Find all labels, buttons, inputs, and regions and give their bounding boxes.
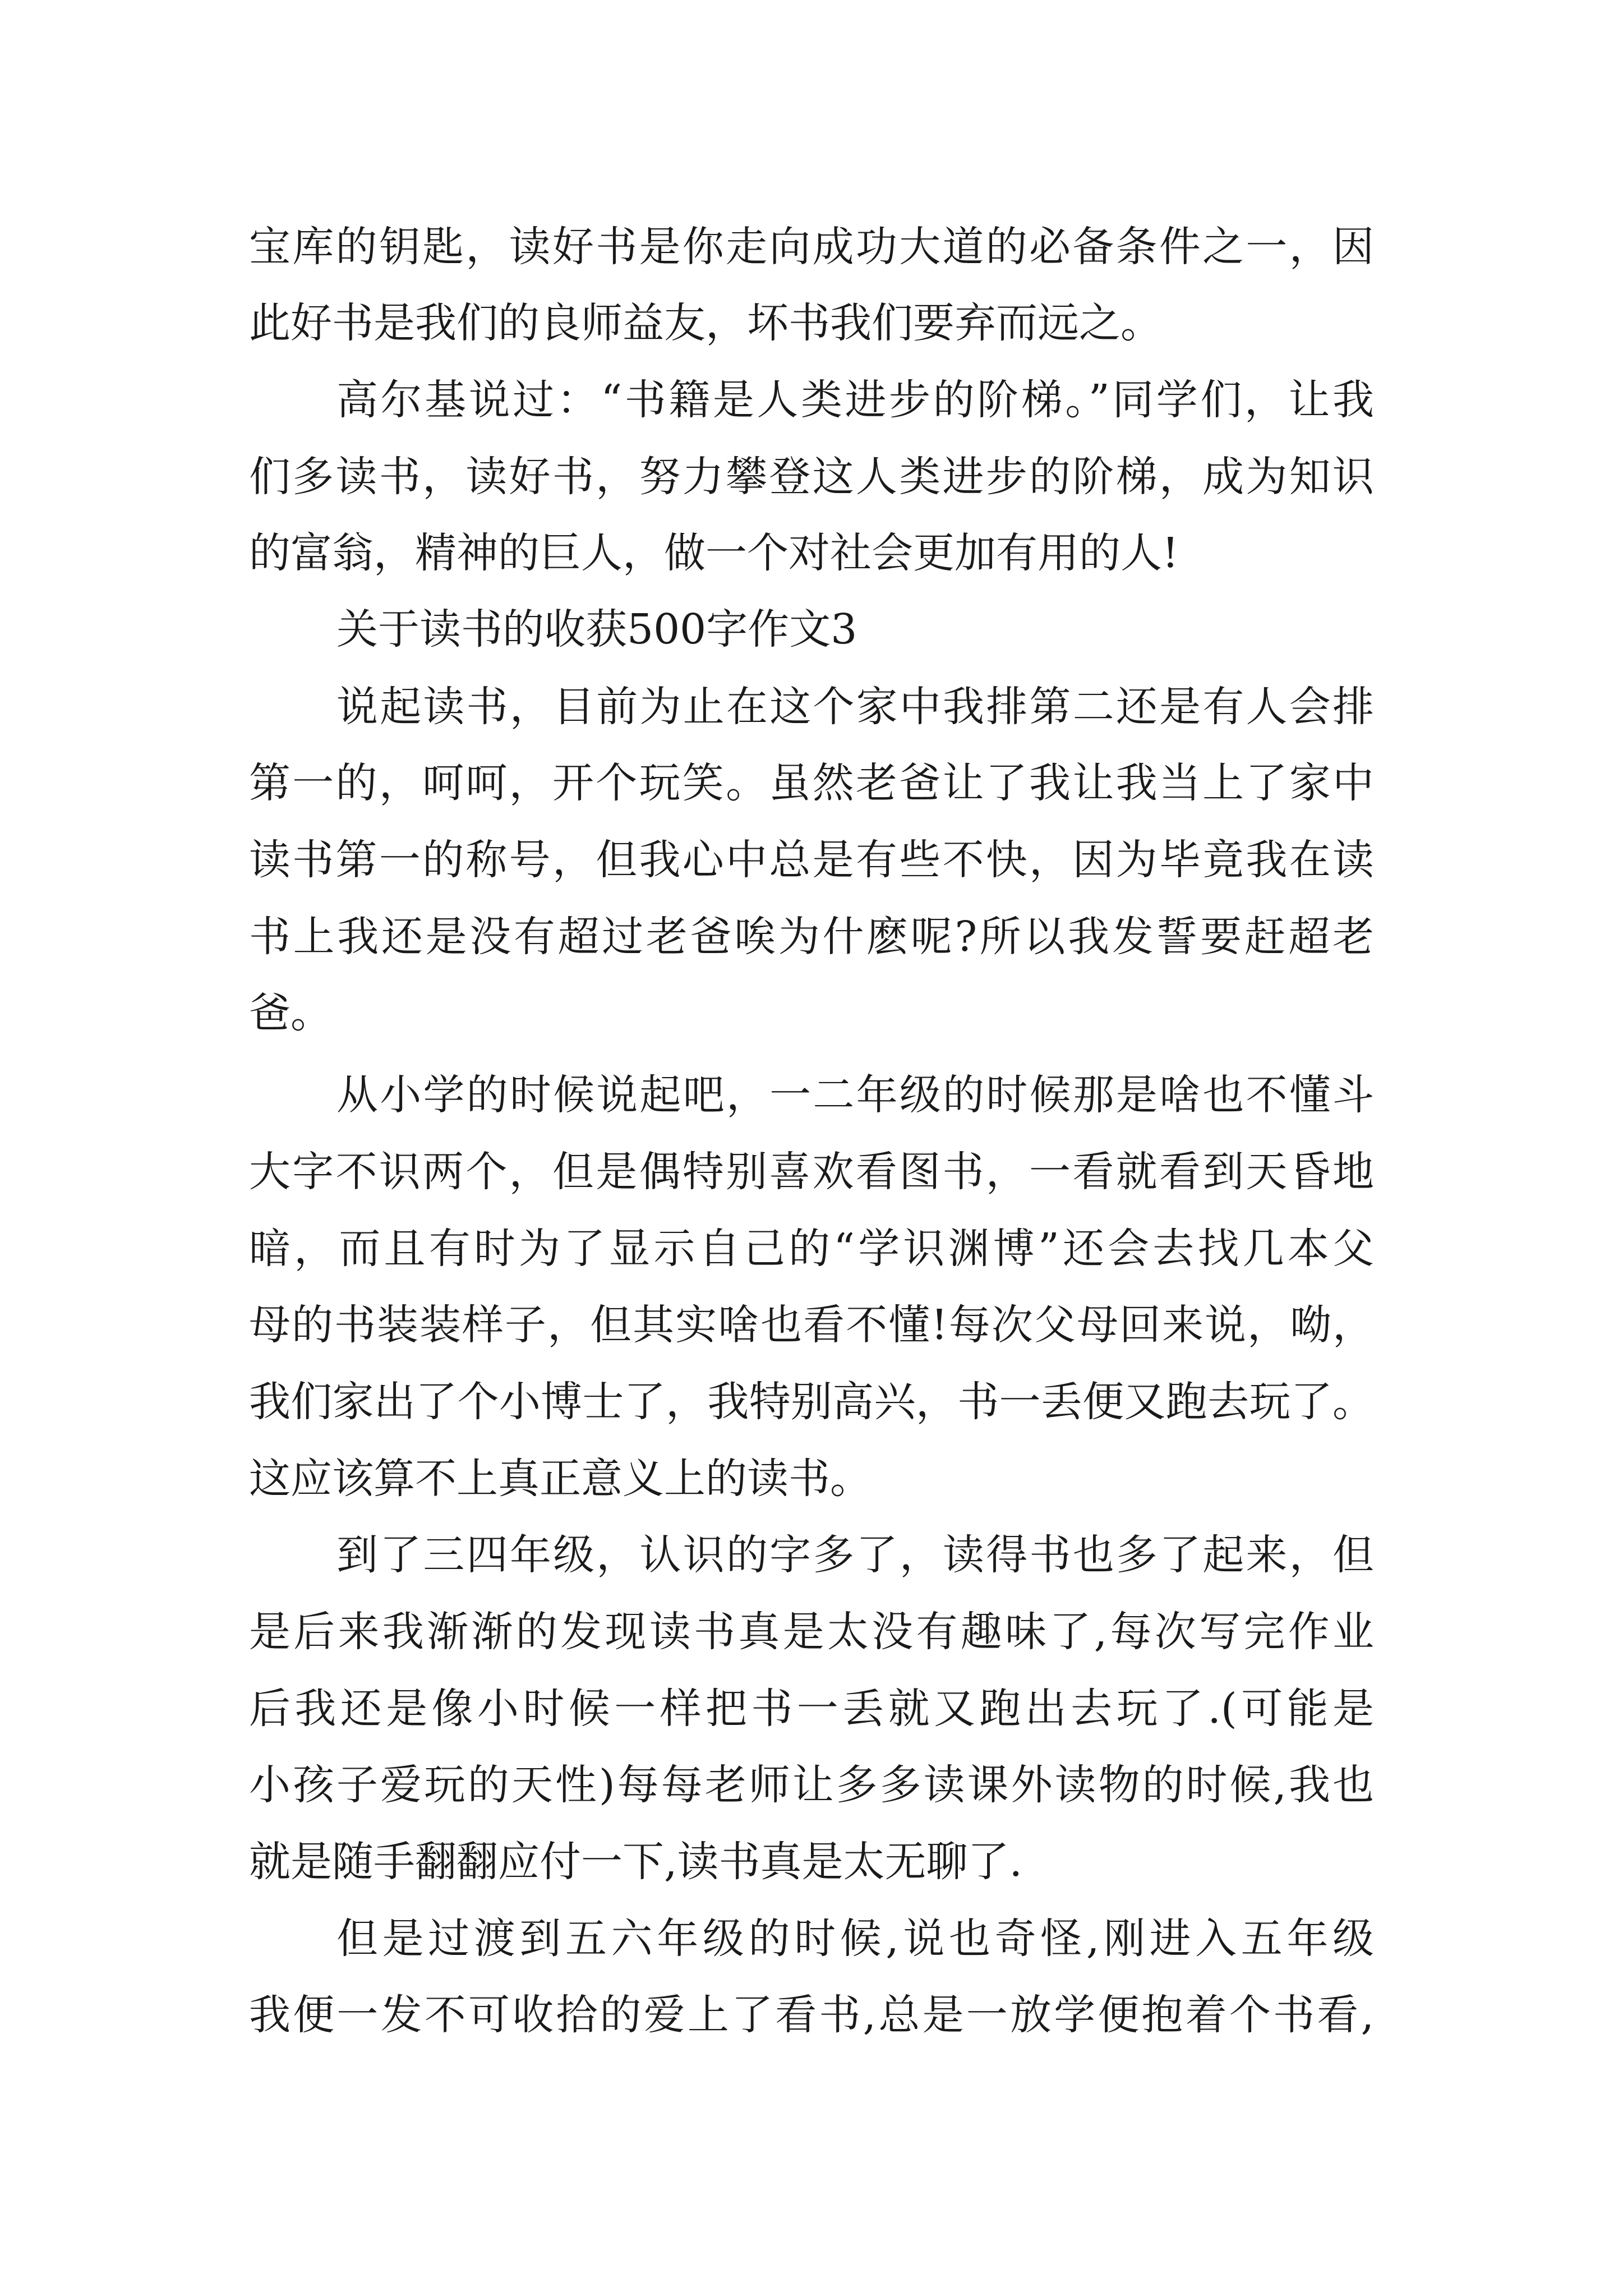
- text-line-4: 们多读书，读好书，努力攀登这人类进步的阶梯，成为知识: [249, 453, 1374, 501]
- text-line-16: 我们家出了个小博士了，我特别高兴，书一丢便又跑去玩了。: [249, 1378, 1374, 1426]
- text-line-11: 爸。: [249, 989, 332, 1037]
- text-line-23: 但是过渡到五六年级的时候,说也奇怪,刚进入五年级: [336, 1915, 1374, 1963]
- text-line-18: 到了三四年级，认识的字多了，读得书也多了起来，但: [336, 1531, 1374, 1579]
- text-line-21: 小孩子爱玩的天性)每每老师让多多读课外读物的时候,我也: [249, 1761, 1374, 1809]
- text-line-9: 读书第一的称号，但我心中总是有些不快，因为毕竟我在读: [249, 836, 1374, 884]
- text-line-1: 宝库的钥匙，读好书是你走向成功大道的必备条件之一，因: [249, 223, 1374, 271]
- text-line-24: 我便一发不可收拾的爱上了看书,总是一放学便抱着个书看,: [249, 1991, 1374, 2039]
- text-line-14: 暗，而且有时为了显示自己的“学识渊博”还会去找几本父: [249, 1225, 1374, 1273]
- text-line-12: 从小学的时候说起吧，一二年级的时候那是啥也不懂斗: [336, 1071, 1374, 1119]
- text-line-22: 就是随手翻翻应付一下,读书真是太无聊了.: [249, 1838, 1023, 1886]
- text-line-8: 第一的，呵呵，开个玩笑。虽然老爸让了我让我当上了家中: [249, 759, 1374, 807]
- text-line-20: 后我还是像小时候一样把书一丢就又跑出去玩了.(可能是: [249, 1685, 1374, 1733]
- text-line-3: 高尔基说过：“书籍是人类进步的阶梯。”同学们，让我: [336, 376, 1374, 424]
- text-line-7: 说起读书，目前为止在这个家中我排第二还是有人会排: [336, 683, 1374, 731]
- text-line-10: 书上我还是没有超过老爸唉为什麽呢?所以我发誓要赶超老: [249, 913, 1374, 961]
- text-line-13: 大字不识两个，但是偶特别喜欢看图书，一看就看到天昏地: [249, 1148, 1374, 1196]
- text-line-17: 这应该算不上真正意义上的读书。: [249, 1455, 872, 1503]
- text-line-5: 的富翁，精神的巨人，做一个对社会更加有用的人!: [249, 529, 1179, 577]
- section-heading: 关于读书的收获500字作文3: [336, 605, 857, 654]
- text-line-15: 母的书装装样子，但其实啥也看不懂!每次父母回来说，呦，: [249, 1301, 1374, 1349]
- text-line-2: 此好书是我们的良师益友，坏书我们要弃而远之。: [249, 299, 1162, 347]
- text-line-19: 是后来我渐渐的发现读书真是太没有趣味了,每次写完作业: [249, 1608, 1374, 1656]
